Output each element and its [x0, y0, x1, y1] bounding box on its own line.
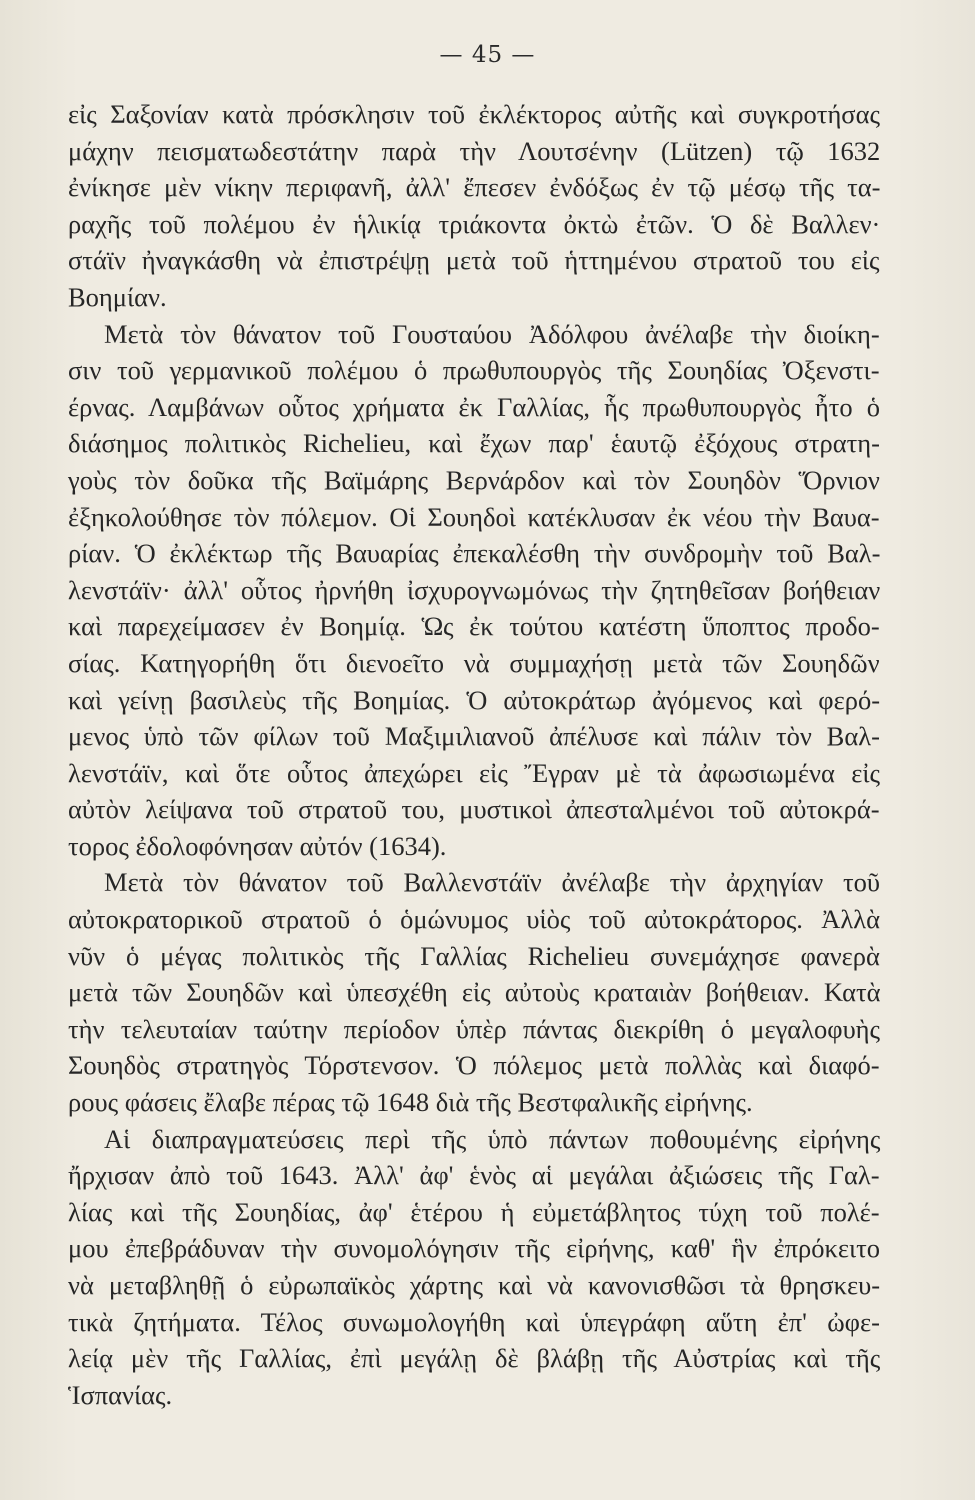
text-line: σίας. Κατηγορήθη ὅτι διενοεῖτο νὰ συμμαχήσῃ μετὰ τῶν Σουηδῶν	[68, 647, 880, 678]
text-line: μου ἐπεβράδυναν τὴν συνομολόγησιν τῆς εἰρήνης, καθ' ἣν ἐπρόκειτο	[68, 1233, 881, 1264]
text-line: μετὰ τῶν Σουηδῶν καὶ ὑπεσχέθη εἰς αὐτοὺς κραταιὰν βοήθειαν. Κατὰ	[68, 977, 881, 1008]
text-line: καὶ παρεχείμασεν ἐν Βοημίᾳ. Ὡς ἐκ τούτου κατέστη ὕποπτος προδο-	[68, 611, 880, 642]
text-line: λενστάϊν· ἀλλ' οὗτος ἠρνήθη ἰσχυρογνωμόνως τὴν ζητηθεῖσαν βοήθειαν	[68, 574, 881, 605]
text-line: τὴν τελευταίαν ταύτην περίοδον ὑπὲρ πάντας διεκρίθη ὁ μεγαλοφυὴς	[68, 1013, 881, 1044]
text-line: λίας καὶ τῆς Σουηδίας, ἀφ' ἑτέρου ἡ εὐμετάβλητος τύχη τοῦ πολέ-	[68, 1196, 880, 1227]
text-line: αὐτοκρατορικοῦ στρατοῦ ὁ ὁμώνυμος υἱὸς τοῦ αὐτοκράτορος. Ἀλλὰ	[68, 904, 880, 935]
text-line: Αἱ διαπραγματεύσεις περὶ τῆς ὑπὸ πάντων ποθουμένης εἰρήνης	[104, 1123, 881, 1154]
text-line: ρίαν. Ὁ ἐκλέκτωρ τῆς Βαυαρίας ἐπεκαλέσθη τὴν συνδρομὴν τοῦ Βαλ-	[68, 538, 881, 569]
text-line: ρους φάσεις ἔλαβε πέρας τῷ 1648 διὰ τῆς Βεστφαλικῆς εἰρήνης.	[68, 1087, 753, 1118]
text-line: αὐτὸν λείψανα τοῦ στρατοῦ του, μυστικοὶ ἀπεσταλμένοι τοῦ αὐτοκρά-	[68, 794, 880, 825]
text-line: Σουηδὸς στρατηγὸς Τόρστενσον. Ὁ πόλεμος μετὰ πολλὰς καὶ διαφό-	[68, 1050, 880, 1081]
text-line: ἤρχισαν ἀπὸ τοῦ 1643. Ἀλλ' ἀφ' ἑνὸς αἱ μεγάλαι ἀξιώσεις τῆς Γαλ-	[68, 1160, 880, 1191]
text-line: μάχην πεισματωδεστάτην παρὰ τὴν Λουτσένην (Lützen) τῷ 1632	[68, 135, 881, 166]
text-line: τορος ἐδολοφόνησαν αὐτόν (1634).	[68, 830, 447, 861]
text-line: στάϊν ἠναγκάσθη νὰ ἐπιστρέψῃ μετὰ τοῦ ἡττημένου στρατοῦ του εἰς	[68, 245, 880, 276]
body-text	[68, 96, 880, 1413]
text-line: ἐνίκησε μὲν νίκην περιφανῆ, ἀλλ' ἔπεσεν ἐνδόξως ἐν τῷ μέσῳ τῆς τα-	[68, 172, 881, 203]
text-line: λείᾳ μὲν τῆς Γαλλίας, ἐπὶ μεγάλῃ δὲ βλάβῃ τῆς Αὐστρίας καὶ τῆς	[68, 1343, 881, 1374]
text-line: τικὰ ζητήματα. Τέλος συνωμολογήθη καὶ ὑπεγράφη αὕτη ἐπ' ὠφε-	[68, 1306, 880, 1337]
text-line: εἰς Σαξονίαν κατὰ πρόσκλησιν τοῦ ἐκλέκτορος αὐτῆς καὶ συγκροτήσας	[68, 99, 880, 129]
text-line: λενστάϊν, καὶ ὅτε οὗτος ἀπεχώρει εἰς Ἔγραν μὲ τὰ ἀφωσιωμένα εἰς	[68, 757, 880, 788]
text-line: Μετὰ τὸν θάνατον τοῦ Γουσταύου Ἀδόλφου ἀνέλαβε τὴν διοίκη-	[104, 318, 880, 349]
text-line: Βοημίαν.	[68, 281, 167, 312]
text-line: καὶ γείνῃ βασιλεὺς τῆς Βοημίας. Ὁ αὐτοκράτωρ ἀγόμενος καὶ φερό-	[68, 684, 881, 715]
text-line: μενος ὑπὸ τῶν φίλων τοῦ Μαξιμιλιανοῦ ἀπέλυσε καὶ πάλιν τὸν Βαλ-	[68, 721, 880, 752]
text-line: σιν τοῦ γερμανικοῦ πολέμου ὁ πρωθυπουργὸς τῆς Σουηδίας Ὀξενστι-	[68, 355, 880, 386]
text-line: νῦν ὁ μέγας πολιτικὸς τῆς Γαλλίας Richelieu συνεμάχησε φανερὰ	[68, 940, 880, 971]
text-line: γοὺς τὸν δοῦκα τῆς Βαϊμάρης Βερνάρδον καὶ τὸν Σουηδὸν Ὅρνιον	[68, 464, 880, 495]
text-line: ραχῆς τοῦ πολέμου ἐν ἡλικίᾳ τριάκοντα ὀκτὼ ἐτῶν. Ὁ δὲ Βαλλεν·	[68, 208, 881, 239]
page-number: — 45 —	[439, 42, 536, 68]
text-line: διάσημος πολιτικὸς Richelieu, καὶ ἔχων παρ' ἑαυτῷ ἐξόχους στρατη-	[68, 428, 880, 459]
text-line: Μετὰ τὸν θάνατον τοῦ Βαλλενστάϊν ἀνέλαβε τὴν ἀρχηγίαν τοῦ	[104, 867, 881, 898]
text-line: Ἱσπανίας.	[68, 1379, 173, 1410]
text-line: ἐξηκολούθησε τὸν πόλεμον. Οἱ Σουηδοὶ κατέκλυσαν ἐκ νέου τὴν Βαυα-	[68, 501, 880, 532]
text-line: έρνας. Λαμβάνων οὗτος χρήματα ἐκ Γαλλίας, ἧς πρωθυπουργὸς ἦτο ὁ	[68, 391, 880, 422]
text-line: νὰ μεταβληθῇ ὁ εὐρωπαϊκὸς χάρτης καὶ νὰ κανονισθῶσι τὰ θρησκευ-	[68, 1270, 881, 1300]
